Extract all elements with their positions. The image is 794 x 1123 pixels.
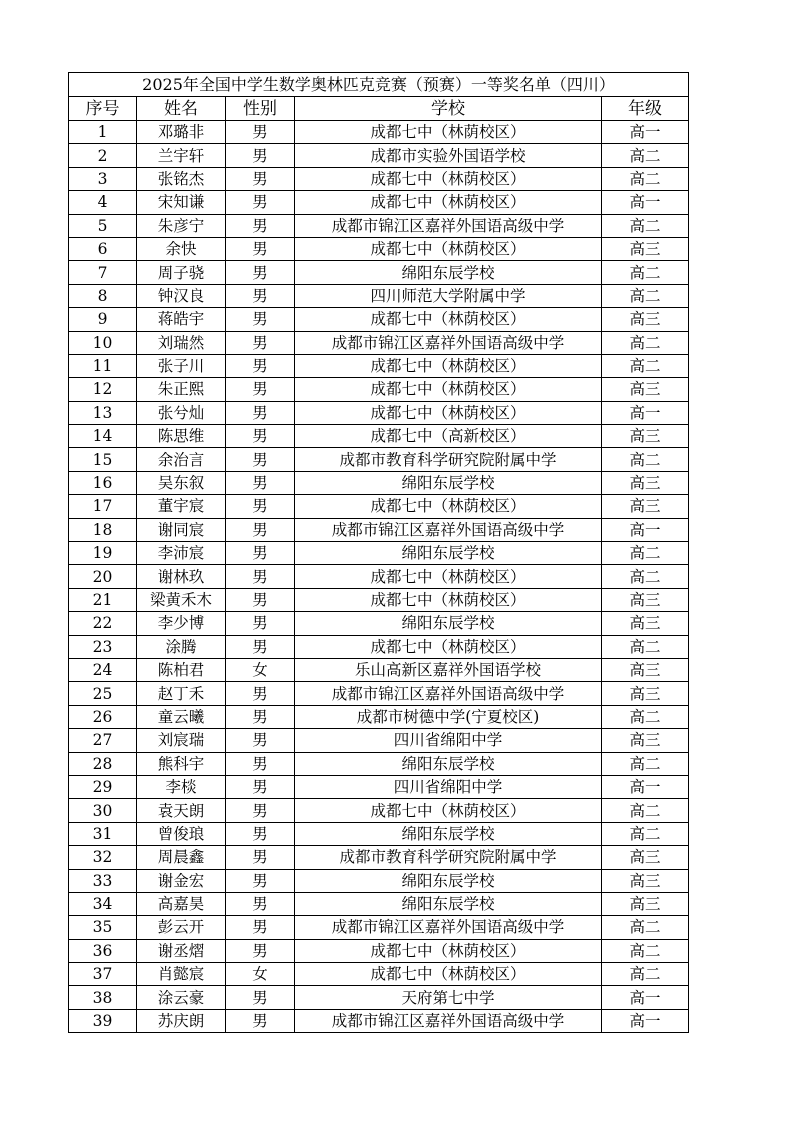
table-row [69,892,689,915]
cell-name: 赵丁禾 [137,682,226,705]
cell-no: 24 [69,658,137,681]
cell-no: 25 [69,682,137,705]
table-row [69,775,689,798]
cell-no: 16 [69,471,137,494]
cell-grade: 高二 [602,916,689,939]
table-row [69,635,689,658]
header-grade: 年级 [602,97,689,121]
cell-no: 27 [69,729,137,752]
cell-school: 成都市教育科学研究院附属中学 [295,448,602,471]
table-row [69,916,689,939]
cell-grade: 高三 [602,612,689,635]
cell-no: 38 [69,986,137,1009]
cell-school: 成都七中（林荫校区） [295,565,602,588]
cell-no: 7 [69,261,137,284]
cell-grade: 高一 [602,518,689,541]
table-row [69,495,689,518]
table-row [69,846,689,869]
header-name: 姓名 [137,97,226,121]
cell-sex: 男 [226,191,295,214]
cell-school: 成都七中（高新校区） [295,425,602,448]
cell-sex: 男 [226,308,295,331]
cell-no: 19 [69,542,137,565]
cell-no: 26 [69,705,137,728]
cell-grade: 高二 [602,167,689,190]
cell-no: 5 [69,214,137,237]
cell-grade: 高三 [602,892,689,915]
cell-grade: 高二 [602,331,689,354]
cell-sex: 男 [226,167,295,190]
cell-school: 绵阳东辰学校 [295,261,602,284]
table-row [69,191,689,214]
cell-school: 成都七中（林荫校区） [295,401,602,424]
cell-sex: 男 [226,121,295,144]
cell-sex: 男 [226,892,295,915]
cell-no: 17 [69,495,137,518]
table-row [69,425,689,448]
cell-school: 成都七中（林荫校区） [295,167,602,190]
cell-name: 刘瑞然 [137,331,226,354]
cell-name: 高嘉昊 [137,892,226,915]
cell-name: 陈思维 [137,425,226,448]
header-row [69,97,689,121]
cell-sex: 男 [226,331,295,354]
cell-school: 绵阳东辰学校 [295,471,602,494]
cell-name: 朱正熙 [137,378,226,401]
table-row [69,121,689,144]
cell-no: 10 [69,331,137,354]
table-row [69,542,689,565]
cell-sex: 男 [226,237,295,260]
cell-school: 成都七中（林荫校区） [295,308,602,331]
table-body [69,121,689,1033]
title-row [69,73,689,97]
cell-name: 周子骁 [137,261,226,284]
cell-grade: 高二 [602,963,689,986]
cell-name: 熊科宇 [137,752,226,775]
cell-name: 彭云开 [137,916,226,939]
cell-sex: 男 [226,635,295,658]
table-row [69,822,689,845]
cell-name: 谢金宏 [137,869,226,892]
cell-no: 34 [69,892,137,915]
table-row [69,144,689,167]
cell-no: 31 [69,822,137,845]
cell-sex: 男 [226,518,295,541]
cell-no: 4 [69,191,137,214]
cell-no: 36 [69,939,137,962]
cell-school: 绵阳东辰学校 [295,892,602,915]
cell-no: 39 [69,1009,137,1032]
cell-grade: 高三 [602,869,689,892]
cell-name: 蒋皓宇 [137,308,226,331]
cell-sex: 男 [226,612,295,635]
table-row [69,214,689,237]
cell-name: 曾俊琅 [137,822,226,845]
cell-no: 2 [69,144,137,167]
cell-name: 袁天朗 [137,799,226,822]
cell-name: 涂腾 [137,635,226,658]
cell-name: 苏庆朗 [137,1009,226,1032]
table-row [69,963,689,986]
cell-sex: 男 [226,752,295,775]
cell-grade: 高二 [602,635,689,658]
cell-sex: 男 [226,495,295,518]
cell-school: 成都七中（林荫校区） [295,635,602,658]
cell-sex: 男 [226,425,295,448]
cell-sex: 男 [226,401,295,424]
cell-name: 刘宸瑞 [137,729,226,752]
cell-name: 宋知谦 [137,191,226,214]
cell-name: 陈柏君 [137,658,226,681]
cell-no: 3 [69,167,137,190]
cell-school: 成都市锦江区嘉祥外国语高级中学 [295,1009,602,1032]
cell-grade: 高二 [602,822,689,845]
cell-sex: 男 [226,916,295,939]
cell-grade: 高三 [602,471,689,494]
cell-sex: 男 [226,1009,295,1032]
cell-grade: 高三 [602,425,689,448]
table-row [69,869,689,892]
cell-no: 23 [69,635,137,658]
table-row [69,448,689,471]
cell-no: 18 [69,518,137,541]
cell-no: 8 [69,284,137,307]
cell-sex: 男 [226,214,295,237]
header-school: 学校 [295,97,602,121]
table-row [69,682,689,705]
cell-name: 张子川 [137,354,226,377]
cell-sex: 女 [226,963,295,986]
cell-school: 绵阳东辰学校 [295,752,602,775]
cell-name: 张兮灿 [137,401,226,424]
cell-no: 11 [69,354,137,377]
cell-school: 成都市锦江区嘉祥外国语高级中学 [295,518,602,541]
cell-school: 绵阳东辰学校 [295,822,602,845]
cell-sex: 男 [226,822,295,845]
table-row [69,284,689,307]
table-title: 2025年全国中学生数学奥林匹克竞赛（预赛）一等奖名单（四川） [69,73,689,97]
table-row [69,167,689,190]
table-row [69,658,689,681]
cell-sex: 男 [226,565,295,588]
cell-name: 余快 [137,237,226,260]
cell-grade: 高二 [602,144,689,167]
table-row [69,331,689,354]
cell-name: 童云曦 [137,705,226,728]
cell-school: 成都市教育科学研究院附属中学 [295,846,602,869]
table-row [69,237,689,260]
cell-name: 吴东叙 [137,471,226,494]
cell-sex: 男 [226,354,295,377]
cell-school: 乐山高新区嘉祥外国语学校 [295,658,602,681]
cell-grade: 高一 [602,986,689,1009]
cell-school: 成都七中（林荫校区） [295,588,602,611]
cell-school: 成都七中（林荫校区） [295,121,602,144]
cell-grade: 高二 [602,565,689,588]
cell-sex: 男 [226,846,295,869]
cell-sex: 男 [226,729,295,752]
cell-school: 四川省绵阳中学 [295,729,602,752]
cell-sex: 男 [226,799,295,822]
cell-grade: 高三 [602,658,689,681]
cell-grade: 高一 [602,121,689,144]
cell-school: 绵阳东辰学校 [295,869,602,892]
cell-no: 33 [69,869,137,892]
cell-school: 成都七中（林荫校区） [295,495,602,518]
cell-school: 成都市实验外国语学校 [295,144,602,167]
cell-grade: 高二 [602,705,689,728]
table-row [69,354,689,377]
cell-name: 谢丞熠 [137,939,226,962]
cell-name: 李少博 [137,612,226,635]
table-row [69,986,689,1009]
cell-sex: 男 [226,705,295,728]
cell-school: 成都七中（林荫校区） [295,799,602,822]
table-row [69,612,689,635]
cell-name: 余治言 [137,448,226,471]
table-row [69,401,689,424]
cell-no: 22 [69,612,137,635]
cell-grade: 高二 [602,214,689,237]
cell-sex: 男 [226,869,295,892]
cell-grade: 高二 [602,284,689,307]
cell-sex: 男 [226,588,295,611]
cell-name: 张铭杰 [137,167,226,190]
cell-no: 28 [69,752,137,775]
cell-no: 37 [69,963,137,986]
cell-no: 20 [69,565,137,588]
table-row [69,518,689,541]
cell-school: 成都七中（林荫校区） [295,354,602,377]
cell-name: 李沛宸 [137,542,226,565]
cell-sex: 男 [226,144,295,167]
cell-no: 14 [69,425,137,448]
cell-no: 15 [69,448,137,471]
cell-name: 邓璐非 [137,121,226,144]
table-row [69,939,689,962]
cell-no: 30 [69,799,137,822]
cell-grade: 高一 [602,775,689,798]
table-row [69,471,689,494]
cell-sex: 女 [226,658,295,681]
cell-sex: 男 [226,471,295,494]
cell-grade: 高三 [602,846,689,869]
table-row [69,799,689,822]
cell-name: 谢林玖 [137,565,226,588]
table-row [69,588,689,611]
cell-sex: 男 [226,261,295,284]
cell-grade: 高二 [602,448,689,471]
cell-grade: 高三 [602,308,689,331]
table-row [69,308,689,331]
table-row [69,705,689,728]
cell-grade: 高三 [602,588,689,611]
cell-no: 29 [69,775,137,798]
cell-no: 6 [69,237,137,260]
header-no: 序号 [69,97,137,121]
cell-name: 涂云豪 [137,986,226,1009]
cell-name: 钟汉良 [137,284,226,307]
table-row [69,1009,689,1032]
cell-school: 成都市锦江区嘉祥外国语高级中学 [295,214,602,237]
cell-no: 13 [69,401,137,424]
cell-school: 成都七中（林荫校区） [295,963,602,986]
cell-no: 12 [69,378,137,401]
cell-name: 周晨鑫 [137,846,226,869]
cell-no: 21 [69,588,137,611]
cell-sex: 男 [226,682,295,705]
cell-name: 谢同宸 [137,518,226,541]
cell-name: 兰宇轩 [137,144,226,167]
award-list-table [68,72,689,1033]
cell-grade: 高二 [602,939,689,962]
cell-name: 李棪 [137,775,226,798]
cell-grade: 高三 [602,495,689,518]
cell-name: 肖懿宸 [137,963,226,986]
cell-grade: 高二 [602,799,689,822]
cell-sex: 男 [226,378,295,401]
cell-school: 成都七中（林荫校区） [295,378,602,401]
cell-school: 天府第七中学 [295,986,602,1009]
cell-grade: 高一 [602,191,689,214]
cell-no: 35 [69,916,137,939]
cell-sex: 男 [226,939,295,962]
cell-grade: 高一 [602,1009,689,1032]
cell-no: 9 [69,308,137,331]
cell-school: 成都市树德中学(宁夏校区) [295,705,602,728]
table-row [69,752,689,775]
cell-grade: 高三 [602,237,689,260]
cell-school: 四川师范大学附属中学 [295,284,602,307]
cell-grade: 高二 [602,752,689,775]
cell-grade: 高三 [602,729,689,752]
cell-sex: 男 [226,542,295,565]
cell-grade: 高三 [602,378,689,401]
cell-school: 四川省绵阳中学 [295,775,602,798]
table-row [69,565,689,588]
cell-grade: 高二 [602,354,689,377]
cell-name: 梁黄禾木 [137,588,226,611]
cell-sex: 男 [226,775,295,798]
cell-school: 绵阳东辰学校 [295,542,602,565]
cell-school: 绵阳东辰学校 [295,612,602,635]
cell-school: 成都市锦江区嘉祥外国语高级中学 [295,331,602,354]
cell-school: 成都七中（林荫校区） [295,191,602,214]
cell-school: 成都市锦江区嘉祥外国语高级中学 [295,916,602,939]
cell-sex: 男 [226,986,295,1009]
cell-grade: 高一 [602,401,689,424]
header-sex: 性别 [226,97,295,121]
cell-school: 成都七中（林荫校区） [295,237,602,260]
cell-sex: 男 [226,284,295,307]
cell-name: 董宇宸 [137,495,226,518]
cell-name: 朱彦宁 [137,214,226,237]
cell-grade: 高二 [602,261,689,284]
cell-school: 成都七中（林荫校区） [295,939,602,962]
cell-grade: 高三 [602,682,689,705]
cell-sex: 男 [226,448,295,471]
cell-no: 32 [69,846,137,869]
cell-school: 成都市锦江区嘉祥外国语高级中学 [295,682,602,705]
table-row [69,378,689,401]
table-row [69,261,689,284]
cell-grade: 高二 [602,542,689,565]
cell-no: 1 [69,121,137,144]
table-row [69,729,689,752]
